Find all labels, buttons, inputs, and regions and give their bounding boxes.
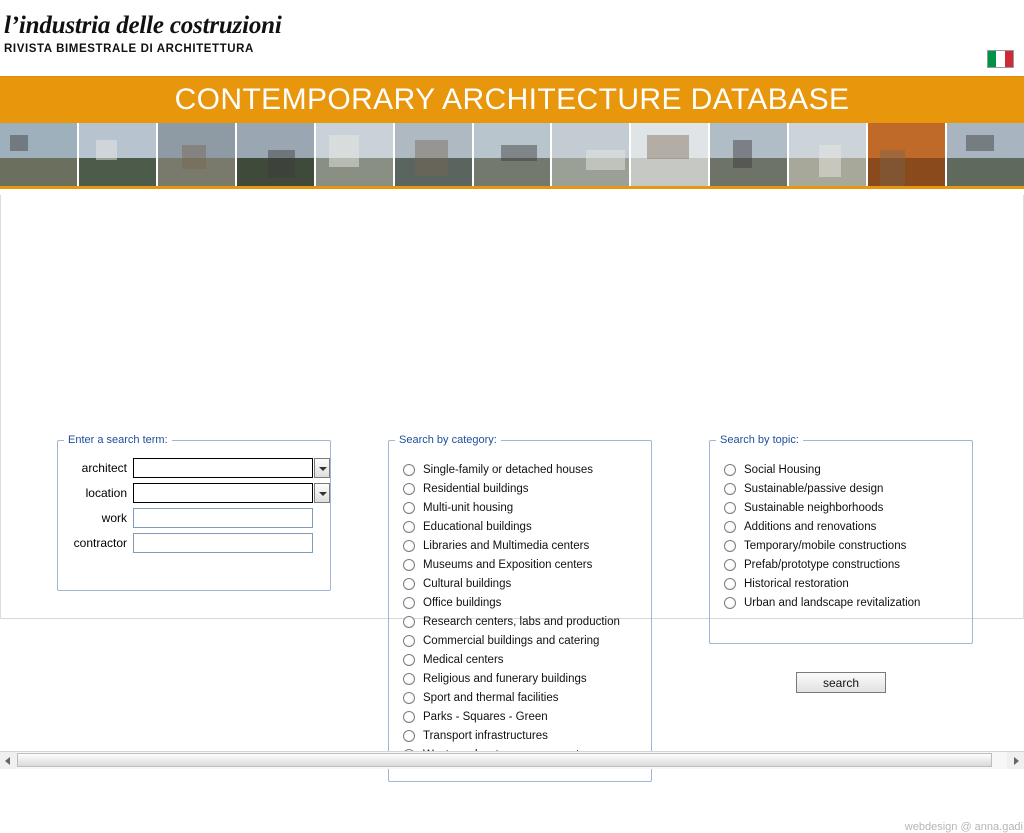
thumb-building-shape (329, 135, 359, 167)
masthead (0, 0, 1024, 76)
radio-icon[interactable] (724, 464, 736, 476)
category-option-label: Office buildings (423, 596, 502, 609)
category-legend: Search by category: (399, 434, 497, 446)
field-label-contractor: contractor (73, 535, 127, 550)
thumb-building-shape (96, 140, 117, 160)
topic-option-label: Sustainable/passive design (744, 482, 884, 495)
category-option-label: Parks - Squares - Green (423, 710, 548, 723)
field-row (58, 506, 330, 529)
topic-option-label: Sustainable neighborhoods (744, 501, 884, 514)
radio-icon[interactable] (403, 730, 415, 742)
contractor-input[interactable] (133, 533, 313, 553)
radio-icon[interactable] (724, 483, 736, 495)
category-option-label: Commercial buildings and catering (423, 634, 600, 647)
thumb-ground (947, 158, 1024, 186)
topic-option-label: Prefab/prototype constructions (744, 558, 900, 571)
category-option-label: Educational buildings (423, 520, 532, 533)
category-option[interactable] (403, 726, 651, 745)
strip-thumbnail (237, 123, 316, 186)
flag-stripe-green (988, 51, 996, 67)
scrollbar-thumb[interactable] (17, 753, 992, 767)
strip-thumbnail (868, 123, 947, 186)
chevron-down-icon[interactable] (314, 483, 330, 503)
thumb-building-shape (268, 150, 295, 178)
thumb-building-shape (182, 145, 206, 169)
category-option[interactable] (403, 593, 651, 612)
thumb-building-shape (10, 135, 28, 151)
strip-thumbnail (316, 123, 395, 186)
topic-option-label: Urban and landscape revitalization (744, 596, 921, 609)
radio-icon[interactable] (403, 616, 415, 628)
category-option-list (389, 446, 651, 764)
category-option-label: Sport and thermal facilities (423, 691, 559, 704)
radio-icon[interactable] (724, 540, 736, 552)
radio-icon[interactable] (724, 521, 736, 533)
category-option-label: Libraries and Multimedia centers (423, 539, 590, 552)
topic-option[interactable] (724, 574, 972, 593)
radio-icon[interactable] (403, 464, 415, 476)
strip-thumbnail (710, 123, 789, 186)
topic-option-label: Historical restoration (744, 577, 849, 590)
radio-icon[interactable] (403, 521, 415, 533)
category-option-label: Religious and funerary buildings (423, 672, 587, 685)
field-row (58, 481, 330, 504)
horizontal-scrollbar[interactable] (0, 751, 1024, 768)
topic-option[interactable] (724, 536, 972, 555)
strip-thumbnail (789, 123, 868, 186)
category-option[interactable] (403, 688, 651, 707)
topic-option-label: Additions and renovations (744, 520, 877, 533)
category-option-label: Research centers, labs and production (423, 615, 620, 628)
flag-stripe-white (996, 51, 1004, 67)
radio-icon[interactable] (724, 559, 736, 571)
radio-icon[interactable] (724, 597, 736, 609)
thumb-ground (474, 158, 551, 186)
category-option-label: Residential buildings (423, 482, 529, 495)
radio-icon[interactable] (403, 711, 415, 723)
thumb-building-shape (880, 150, 905, 186)
radio-icon[interactable] (403, 540, 415, 552)
thumb-building-shape (415, 140, 448, 176)
radio-icon[interactable] (403, 654, 415, 666)
italian-flag-icon[interactable] (987, 50, 1014, 68)
radio-icon[interactable] (403, 578, 415, 590)
topic-option[interactable] (724, 517, 972, 536)
radio-icon[interactable] (403, 673, 415, 685)
location-input[interactable] (133, 483, 313, 503)
radio-icon[interactable] (403, 597, 415, 609)
category-option-label: Medical centers (423, 653, 504, 666)
radio-icon[interactable] (403, 559, 415, 571)
site-banner (0, 76, 1024, 123)
thumb-ground (0, 158, 77, 186)
search-term-legend: Enter a search term: (68, 434, 168, 446)
topic-option[interactable] (724, 555, 972, 574)
strip-thumbnail (158, 123, 237, 186)
category-option[interactable] (403, 612, 651, 631)
thumb-sky (79, 123, 156, 158)
category-option[interactable] (403, 574, 651, 593)
field-label-location: location (85, 485, 127, 500)
radio-icon[interactable] (403, 692, 415, 704)
strip-thumbnail (395, 123, 474, 186)
radio-icon[interactable] (403, 483, 415, 495)
category-option[interactable] (403, 479, 651, 498)
search-button[interactable]: search (796, 672, 886, 693)
webdesign-credit: webdesign @ anna.gadi (904, 821, 1023, 833)
strip-thumbnail (552, 123, 631, 186)
topic-option[interactable] (724, 460, 972, 479)
strip-thumbnail (474, 123, 553, 186)
banner-title: CONTEMPORARY ARCHITECTURE DATABASE (174, 83, 850, 116)
architect-input[interactable] (133, 458, 313, 478)
brand-title: l’industria delle costruzioni (4, 12, 282, 39)
topic-option-list (710, 446, 972, 612)
strip-thumbnail (0, 123, 79, 186)
search-term-fieldset (57, 434, 331, 591)
topic-option-label: Social Housing (744, 463, 821, 476)
flag-stripe-red (1005, 51, 1013, 67)
topic-fieldset (709, 434, 973, 644)
work-input[interactable] (133, 508, 313, 528)
search-form-panel (0, 195, 1024, 833)
category-option[interactable] (403, 536, 651, 555)
field-label-architect: architect (81, 460, 127, 475)
category-option-label: Transport infrastructures (423, 729, 548, 742)
strip-thumbnail (79, 123, 158, 186)
chevron-down-icon[interactable] (314, 458, 330, 478)
scroll-right-arrow-icon[interactable] (1007, 752, 1024, 769)
category-option[interactable] (403, 555, 651, 574)
field-label-work: work (101, 510, 127, 525)
thumb-building-shape (733, 140, 752, 168)
strip-thumbnail (947, 123, 1024, 186)
thumb-building-shape (501, 145, 537, 161)
left-gutter (1, 195, 8, 618)
category-option[interactable] (403, 631, 651, 650)
thumb-building-shape (966, 135, 994, 151)
thumb-building-shape (586, 150, 625, 170)
radio-icon[interactable] (724, 502, 736, 514)
category-option-label: Single-family or detached houses (423, 463, 594, 476)
search-term-fields (58, 446, 330, 554)
architecture-photo-strip (0, 123, 1024, 189)
radio-icon[interactable] (403, 502, 415, 514)
strip-thumbnail (631, 123, 710, 186)
radio-icon[interactable] (724, 578, 736, 590)
category-fieldset (388, 434, 652, 782)
scrollbar-track[interactable] (17, 752, 1007, 769)
brand-subtitle: RIVISTA BIMESTRALE DI ARCHITETTURA (4, 43, 254, 55)
topic-legend: Search by topic: (720, 434, 799, 446)
category-option[interactable] (403, 707, 651, 726)
topic-option[interactable] (724, 593, 972, 612)
field-row (58, 456, 330, 479)
topic-option-label: Temporary/mobile constructions (744, 539, 907, 552)
field-row (58, 531, 330, 554)
category-option-label: Museums and Exposition centers (423, 558, 593, 571)
category-option[interactable] (403, 517, 651, 536)
category-option[interactable] (403, 650, 651, 669)
category-option-label: Cultural buildings (423, 577, 512, 590)
thumb-building-shape (647, 135, 689, 159)
topic-option[interactable] (724, 479, 972, 498)
thumb-ground (79, 158, 156, 186)
thumb-building-shape (819, 145, 841, 177)
scroll-left-arrow-icon[interactable] (0, 752, 17, 769)
radio-icon[interactable] (403, 635, 415, 647)
category-option[interactable] (403, 498, 651, 517)
category-option[interactable] (403, 460, 651, 479)
thumb-ground (631, 158, 708, 186)
category-option-label: Multi-unit housing (423, 501, 514, 514)
topic-option[interactable] (724, 498, 972, 517)
category-option[interactable] (403, 669, 651, 688)
